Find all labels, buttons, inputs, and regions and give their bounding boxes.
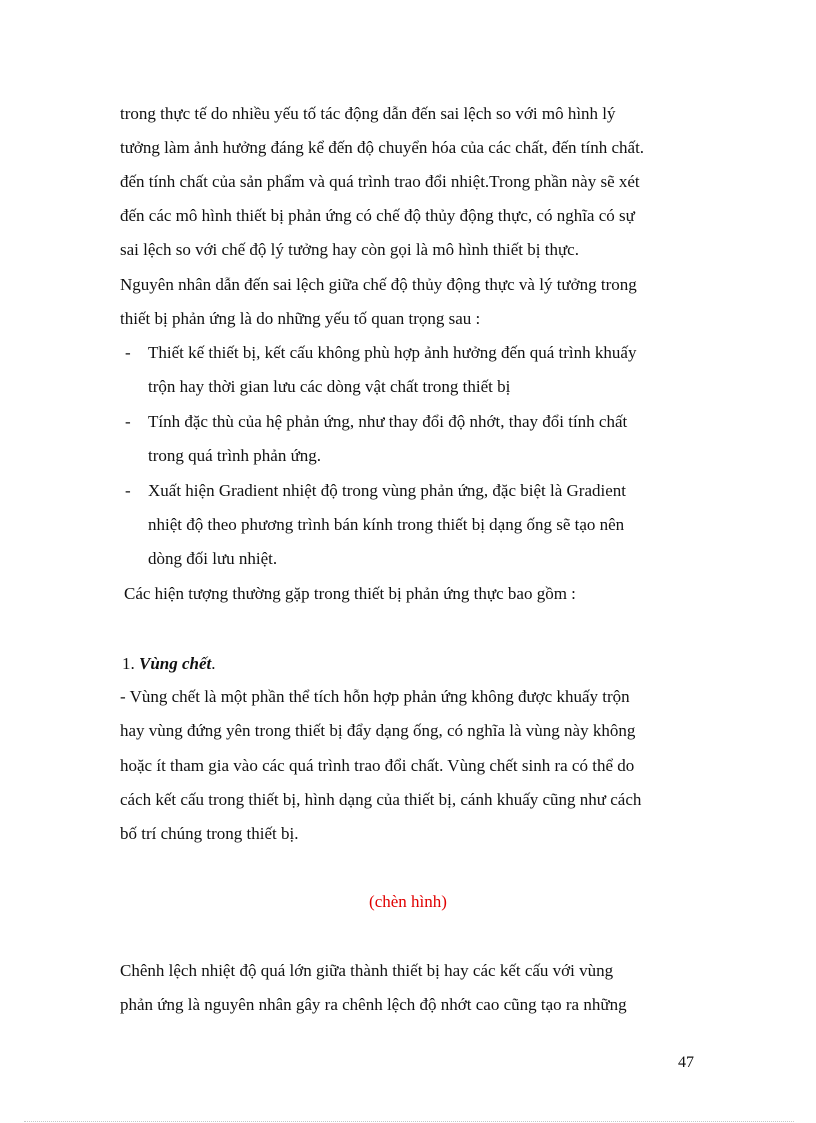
- paragraph-1-line-2: tưởng làm ảnh hưởng đáng kể đến độ chuyển hóa của các chất, đến tính chất.: [120, 138, 645, 157]
- page-number: 47: [678, 1054, 694, 1071]
- section-line-1: - Vùng chết là một phần thể tích hỗn hợp phản ứng không được khuấy trộn: [120, 687, 630, 706]
- paragraph-3-line-2: phản ứng là nguyên nhân gây ra chênh lệch độ nhớt cao cũng tạo ra những: [120, 995, 627, 1014]
- bullet-dash: -: [125, 412, 131, 431]
- paragraph-1-line-4: đến các mô hình thiết bị phản ứng có chế độ thủy động thực, có nghĩa có sự: [120, 206, 635, 225]
- bullet-dash: -: [125, 481, 131, 500]
- section-line-4: cách kết cấu trong thiết bị, hình dạng của thiết bị, cánh khuấy cũng như cách: [120, 790, 642, 809]
- paragraph-2-line-2: thiết bị phản ứng là do những yếu tố quan trọng sau :: [120, 309, 481, 328]
- section-line-2: hay vùng đứng yên trong thiết bị đẩy dạng ống, có nghĩa là vùng này không: [120, 721, 636, 740]
- footer-divider: [24, 1121, 794, 1122]
- section-number: 1.: [122, 654, 135, 673]
- bullet-2-line-2: trong quá trình phản ứng.: [148, 446, 322, 465]
- insert-image-note: (chèn hình): [369, 892, 447, 911]
- bullet-1-line-2: trộn hay thời gian lưu các dòng vật chất trong thiết bị: [148, 377, 511, 396]
- bullet-3-line-1: Xuất hiện Gradient nhiệt độ trong vùng phản ứng, đặc biệt là Gradient: [148, 481, 627, 500]
- bullet-1-line-1: Thiết kế thiết bị, kết cấu không phù hợp ảnh hưởng đến quá trình khuấy: [148, 343, 637, 362]
- intro-line: Các hiện tượng thường gặp trong thiết bị phản ứng thực bao gồm :: [124, 584, 576, 603]
- section-heading: [122, 653, 216, 675]
- bullet-3-line-3: dòng đối lưu nhiệt.: [148, 549, 278, 568]
- paragraph-1-line-1: trong thực tế do nhiều yếu tố tác động dẫn đến sai lệch so với mô hình lý: [120, 104, 616, 123]
- section-line-3: hoặc ít tham gia vào các quá trình trao đổi chất. Vùng chết sinh ra có thể do: [120, 756, 635, 775]
- paragraph-2-line-1: Nguyên nhân dẫn đến sai lệch giữa chế độ thủy động thực và lý tưởng trong: [120, 275, 637, 294]
- bullet-3-line-2: nhiệt độ theo phương trình bán kính trong thiết bị dạng ống sẽ tạo nên: [148, 515, 625, 534]
- section-title-suffix: .: [211, 654, 216, 673]
- paragraph-1-line-5: sai lệch so với chế độ lý tưởng hay còn gọi là mô hình thiết bị thực.: [120, 240, 579, 259]
- section-title: Vùng chết: [139, 654, 212, 673]
- bullet-2-line-1: Tính đặc thù của hệ phản ứng, như thay đổi độ nhớt, thay đổi tính chất: [148, 412, 628, 431]
- paragraph-1-line-3: đến tính chất của sản phẩm và quá trình trao đổi nhiệt.Trong phần này sẽ xét: [120, 172, 640, 191]
- paragraph-3-line-1: Chênh lệch nhiệt độ quá lớn giữa thành thiết bị hay các kết cấu với vùng: [120, 961, 614, 980]
- section-line-5: bố trí chúng trong thiết bị.: [120, 824, 299, 843]
- bullet-dash: -: [125, 343, 131, 362]
